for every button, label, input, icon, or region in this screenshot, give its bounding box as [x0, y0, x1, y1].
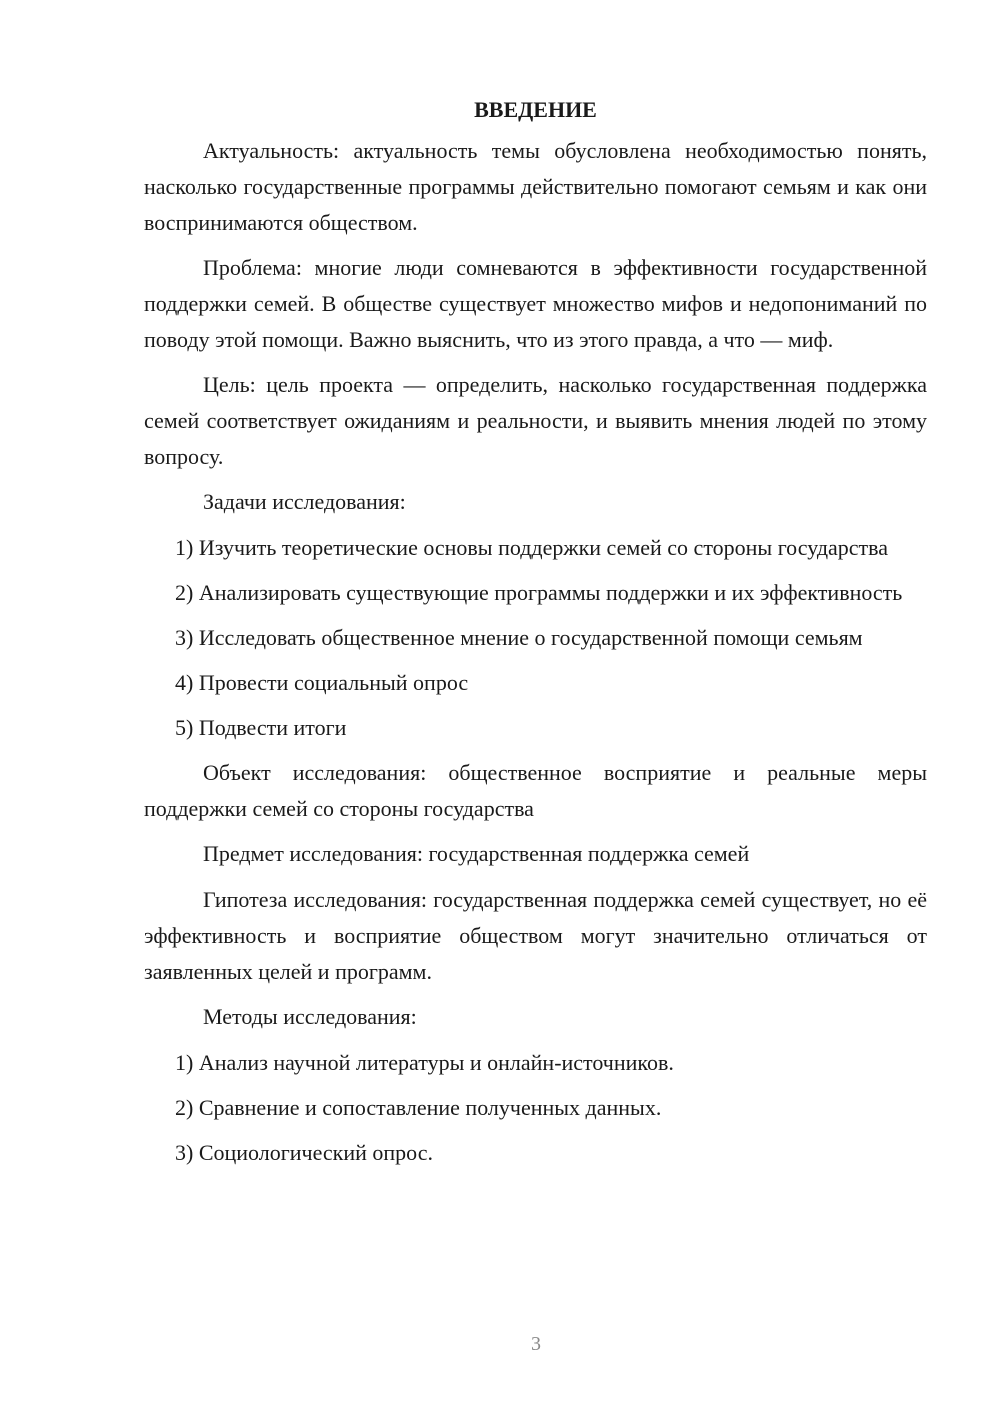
task-item-3: 3) Исследовать общественное мнение о государственной помощи семьям: [175, 625, 863, 650]
method-item-1: 1) Анализ научной литературы и онлайн-источников.: [175, 1050, 674, 1075]
subject-paragraph: Предмет исследования: государственная поддержка семей: [203, 841, 750, 866]
hypothesis-paragraph: Гипотеза исследования: государственная поддержка семей существует, но её эффективность и восприятие обществом могут значительно отличаться от заявленных целей и программ.: [144, 887, 927, 984]
relevance-paragraph: Актуальность: актуальность темы обусловлена необходимостью понять, насколько государственные программы действительно помогают семьям и как они воспринимаются обществом.: [144, 138, 927, 235]
object-paragraph: Объект исследования: общественное восприятие и реальные меры поддержки семей со стороны государства: [144, 760, 927, 821]
methods-heading: Методы исследования:: [203, 1004, 417, 1029]
page-number: 3: [531, 1333, 541, 1355]
tasks-heading: Задачи исследования:: [203, 489, 406, 514]
method-item-2: 2) Сравнение и сопоставление полученных данных.: [175, 1095, 662, 1120]
task-item-1: 1) Изучить теоретические основы поддержки семей со стороны государства: [175, 535, 889, 560]
section-title: ВВЕДЕНИЕ: [474, 97, 597, 122]
task-item-4: 4) Провести социальный опрос: [175, 670, 469, 695]
goal-paragraph: Цель: цель проекта — определить, насколько государственная поддержка семей соответствует ожиданиям и реальности, и выявить мнения людей по этому вопросу.: [144, 372, 927, 469]
task-item-5: 5) Подвести итоги: [175, 715, 347, 740]
document-page: [144, 92, 927, 1180]
method-item-3: 3) Социологический опрос.: [175, 1140, 433, 1165]
problem-paragraph: Проблема: многие люди сомневаются в эффективности государственной поддержки семей. В обществе существует множество мифов и недопониманий по поводу этой помощи. Важно выяснить, что из этого правда, а что — миф.: [144, 255, 927, 352]
task-item-2: 2) Анализировать существующие программы поддержки и их эффективность: [175, 580, 903, 605]
